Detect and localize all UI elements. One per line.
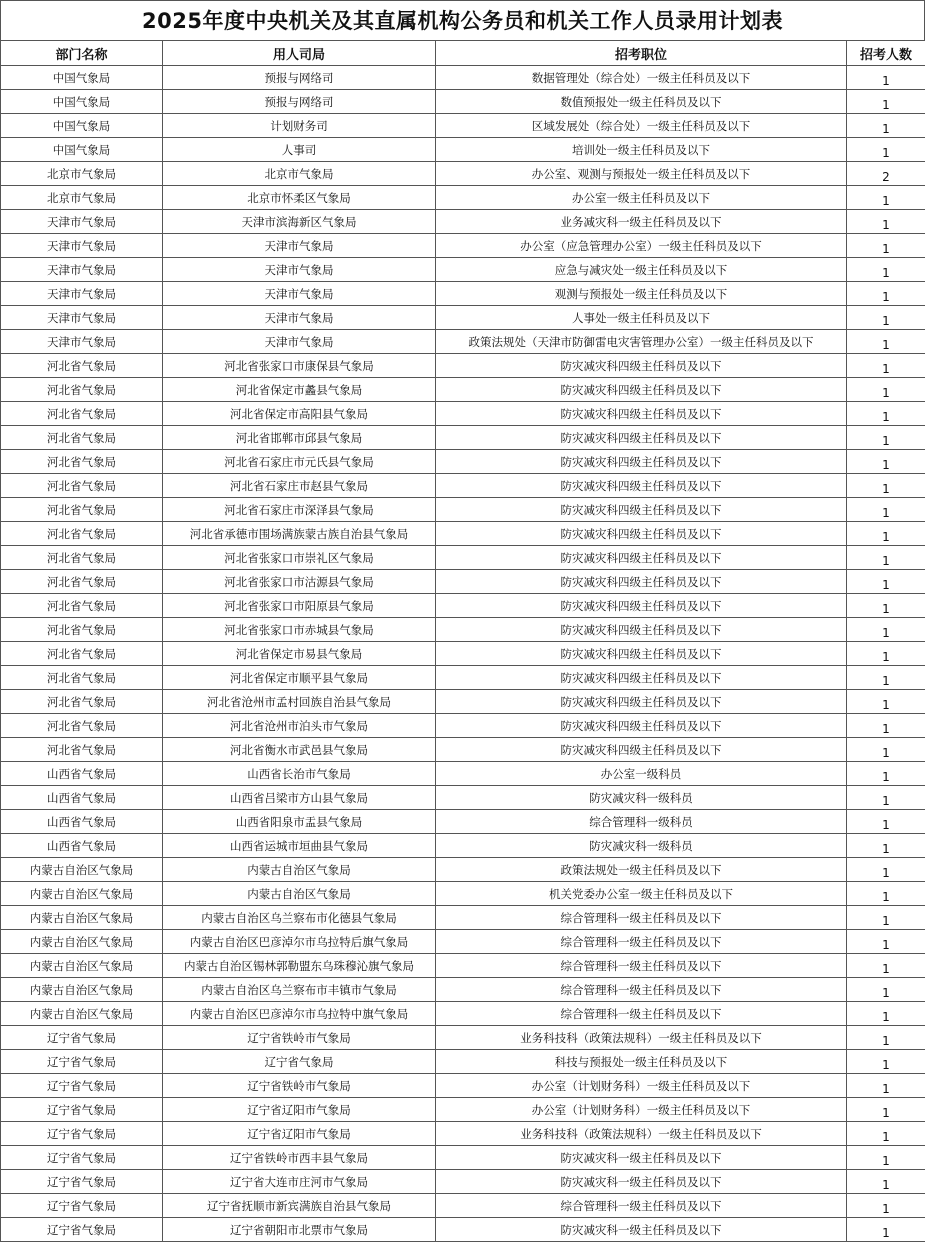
cell-bureau: 河北省承德市围场满族蒙古族自治县气象局 xyxy=(163,522,436,546)
cell-position: 数值预报处一级主任科员及以下 xyxy=(436,90,847,114)
cell-position: 综合管理科一级主任科员及以下 xyxy=(436,1194,847,1218)
cell-bureau: 计划财务司 xyxy=(163,114,436,138)
cell-count: 1 xyxy=(847,1122,925,1146)
cell-bureau: 河北省石家庄市赵县气象局 xyxy=(163,474,436,498)
cell-bureau: 辽宁省辽阳市气象局 xyxy=(163,1098,436,1122)
cell-count: 1 xyxy=(847,930,925,954)
cell-department: 河北省气象局 xyxy=(1,402,163,426)
cell-count: 1 xyxy=(847,882,925,906)
cell-position: 观测与预报处一级主任科员及以下 xyxy=(436,282,847,306)
cell-position: 办公室、观测与预报处一级主任科员及以下 xyxy=(436,162,847,186)
cell-position: 区域发展处（综合处）一级主任科员及以下 xyxy=(436,114,847,138)
cell-bureau: 河北省沧州市泊头市气象局 xyxy=(163,714,436,738)
cell-department: 辽宁省气象局 xyxy=(1,1074,163,1098)
cell-department: 中国气象局 xyxy=(1,66,163,90)
cell-department: 辽宁省气象局 xyxy=(1,1050,163,1074)
cell-bureau: 北京市气象局 xyxy=(163,162,436,186)
cell-bureau: 河北省衡水市武邑县气象局 xyxy=(163,738,436,762)
table-row xyxy=(1,282,925,306)
cell-bureau: 河北省张家口市阳原县气象局 xyxy=(163,594,436,618)
cell-count: 1 xyxy=(847,1098,925,1122)
cell-department: 山西省气象局 xyxy=(1,810,163,834)
table-row xyxy=(1,642,925,666)
cell-bureau: 天津市气象局 xyxy=(163,330,436,354)
cell-department: 内蒙古自治区气象局 xyxy=(1,858,163,882)
recruitment-table xyxy=(0,40,925,1242)
cell-count: 1 xyxy=(847,258,925,282)
cell-bureau: 辽宁省辽阳市气象局 xyxy=(163,1122,436,1146)
table-row xyxy=(1,906,925,930)
cell-department: 河北省气象局 xyxy=(1,354,163,378)
cell-department: 内蒙古自治区气象局 xyxy=(1,882,163,906)
cell-bureau: 辽宁省铁岭市气象局 xyxy=(163,1074,436,1098)
cell-position: 防灾减灾科四级主任科员及以下 xyxy=(436,426,847,450)
cell-count: 1 xyxy=(847,762,925,786)
cell-department: 河北省气象局 xyxy=(1,690,163,714)
cell-bureau: 河北省张家口市康保县气象局 xyxy=(163,354,436,378)
page-title: 2025年度中央机关及其直属机构公务员和机关工作人员录用计划表 xyxy=(0,0,925,40)
table-row xyxy=(1,594,925,618)
cell-bureau: 内蒙古自治区巴彦淖尔市乌拉特后旗气象局 xyxy=(163,930,436,954)
cell-department: 天津市气象局 xyxy=(1,330,163,354)
cell-department: 山西省气象局 xyxy=(1,786,163,810)
cell-department: 辽宁省气象局 xyxy=(1,1218,163,1242)
cell-position: 防灾减灾科四级主任科员及以下 xyxy=(436,570,847,594)
cell-position: 综合管理科一级主任科员及以下 xyxy=(436,930,847,954)
table-row xyxy=(1,1122,925,1146)
cell-department: 河北省气象局 xyxy=(1,426,163,450)
cell-count: 1 xyxy=(847,1026,925,1050)
cell-position: 防灾减灾科一级科员 xyxy=(436,834,847,858)
cell-bureau: 内蒙古自治区锡林郭勒盟东乌珠穆沁旗气象局 xyxy=(163,954,436,978)
table-row xyxy=(1,498,925,522)
cell-department: 河北省气象局 xyxy=(1,570,163,594)
cell-position: 科技与预报处一级主任科员及以下 xyxy=(436,1050,847,1074)
cell-count: 1 xyxy=(847,594,925,618)
cell-position: 应急与减灾处一级主任科员及以下 xyxy=(436,258,847,282)
cell-department: 内蒙古自治区气象局 xyxy=(1,930,163,954)
cell-department: 内蒙古自治区气象局 xyxy=(1,906,163,930)
table-row xyxy=(1,858,925,882)
cell-count: 1 xyxy=(847,1146,925,1170)
cell-department: 北京市气象局 xyxy=(1,186,163,210)
cell-department: 天津市气象局 xyxy=(1,282,163,306)
cell-count: 1 xyxy=(847,834,925,858)
cell-department: 北京市气象局 xyxy=(1,162,163,186)
cell-count: 1 xyxy=(847,810,925,834)
cell-department: 天津市气象局 xyxy=(1,258,163,282)
table-row xyxy=(1,258,925,282)
cell-count: 1 xyxy=(847,354,925,378)
table-row xyxy=(1,570,925,594)
cell-bureau: 辽宁省朝阳市北票市气象局 xyxy=(163,1218,436,1242)
table-row xyxy=(1,66,925,90)
table-row xyxy=(1,474,925,498)
table-row xyxy=(1,882,925,906)
table-row xyxy=(1,234,925,258)
table-row xyxy=(1,1194,925,1218)
cell-bureau: 河北省保定市蠡县气象局 xyxy=(163,378,436,402)
cell-position: 办公室一级科员 xyxy=(436,762,847,786)
cell-count: 1 xyxy=(847,666,925,690)
table-row xyxy=(1,1098,925,1122)
table-row xyxy=(1,618,925,642)
cell-count: 1 xyxy=(847,426,925,450)
cell-department: 河北省气象局 xyxy=(1,498,163,522)
cell-position: 办公室（计划财务科）一级主任科员及以下 xyxy=(436,1098,847,1122)
cell-count: 1 xyxy=(847,546,925,570)
cell-bureau: 河北省张家口市崇礼区气象局 xyxy=(163,546,436,570)
cell-position: 政策法规处一级主任科员及以下 xyxy=(436,858,847,882)
cell-bureau: 山西省吕梁市方山县气象局 xyxy=(163,786,436,810)
table-row xyxy=(1,954,925,978)
table-row xyxy=(1,402,925,426)
cell-count: 1 xyxy=(847,90,925,114)
cell-bureau: 河北省保定市易县气象局 xyxy=(163,642,436,666)
cell-department: 河北省气象局 xyxy=(1,666,163,690)
cell-count: 1 xyxy=(847,1050,925,1074)
cell-department: 内蒙古自治区气象局 xyxy=(1,954,163,978)
cell-position: 业务减灾科一级主任科员及以下 xyxy=(436,210,847,234)
cell-count: 1 xyxy=(847,858,925,882)
cell-position: 防灾减灾科四级主任科员及以下 xyxy=(436,474,847,498)
cell-position: 防灾减灾科四级主任科员及以下 xyxy=(436,450,847,474)
cell-count: 1 xyxy=(847,978,925,1002)
cell-count: 1 xyxy=(847,1170,925,1194)
table-row xyxy=(1,810,925,834)
cell-department: 天津市气象局 xyxy=(1,234,163,258)
table-row xyxy=(1,666,925,690)
cell-bureau: 辽宁省铁岭市气象局 xyxy=(163,1026,436,1050)
cell-department: 内蒙古自治区气象局 xyxy=(1,978,163,1002)
cell-count: 1 xyxy=(847,738,925,762)
cell-position: 机关党委办公室一级主任科员及以下 xyxy=(436,882,847,906)
table-row xyxy=(1,738,925,762)
cell-count: 1 xyxy=(847,690,925,714)
cell-count: 1 xyxy=(847,402,925,426)
table-row xyxy=(1,210,925,234)
cell-position: 办公室（应急管理办公室）一级主任科员及以下 xyxy=(436,234,847,258)
cell-count: 1 xyxy=(847,450,925,474)
table-row xyxy=(1,978,925,1002)
cell-bureau: 辽宁省气象局 xyxy=(163,1050,436,1074)
cell-department: 辽宁省气象局 xyxy=(1,1122,163,1146)
cell-count: 1 xyxy=(847,282,925,306)
table-row xyxy=(1,1074,925,1098)
cell-department: 辽宁省气象局 xyxy=(1,1098,163,1122)
cell-count: 1 xyxy=(847,306,925,330)
cell-position: 综合管理科一级科员 xyxy=(436,810,847,834)
cell-department: 河北省气象局 xyxy=(1,738,163,762)
cell-count: 1 xyxy=(847,714,925,738)
cell-bureau: 河北省沧州市孟村回族自治县气象局 xyxy=(163,690,436,714)
cell-count: 1 xyxy=(847,906,925,930)
table-row xyxy=(1,546,925,570)
cell-department: 河北省气象局 xyxy=(1,474,163,498)
header-row xyxy=(1,41,925,66)
cell-count: 1 xyxy=(847,642,925,666)
table-row xyxy=(1,1050,925,1074)
table-row xyxy=(1,834,925,858)
cell-position: 防灾减灾科四级主任科员及以下 xyxy=(436,618,847,642)
table-row xyxy=(1,1146,925,1170)
table-row xyxy=(1,1002,925,1026)
cell-position: 业务科技科（政策法规科）一级主任科员及以下 xyxy=(436,1026,847,1050)
table-row xyxy=(1,930,925,954)
header-position: 招考职位 xyxy=(436,41,847,66)
cell-department: 辽宁省气象局 xyxy=(1,1194,163,1218)
cell-bureau: 河北省张家口市沽源县气象局 xyxy=(163,570,436,594)
cell-bureau: 河北省保定市高阳县气象局 xyxy=(163,402,436,426)
cell-bureau: 山西省运城市垣曲县气象局 xyxy=(163,834,436,858)
cell-bureau: 预报与网络司 xyxy=(163,66,436,90)
cell-bureau: 山西省长治市气象局 xyxy=(163,762,436,786)
table-row xyxy=(1,90,925,114)
cell-count: 1 xyxy=(847,618,925,642)
cell-bureau: 河北省保定市顺平县气象局 xyxy=(163,666,436,690)
cell-bureau: 北京市怀柔区气象局 xyxy=(163,186,436,210)
cell-count: 1 xyxy=(847,522,925,546)
cell-bureau: 河北省邯郸市邱县气象局 xyxy=(163,426,436,450)
cell-department: 中国气象局 xyxy=(1,90,163,114)
cell-count: 1 xyxy=(847,1194,925,1218)
cell-count: 1 xyxy=(847,186,925,210)
table-row xyxy=(1,690,925,714)
cell-position: 办公室一级主任科员及以下 xyxy=(436,186,847,210)
cell-department: 河北省气象局 xyxy=(1,618,163,642)
cell-bureau: 天津市气象局 xyxy=(163,234,436,258)
cell-position: 人事处一级主任科员及以下 xyxy=(436,306,847,330)
cell-bureau: 辽宁省大连市庄河市气象局 xyxy=(163,1170,436,1194)
cell-count: 1 xyxy=(847,498,925,522)
cell-count: 1 xyxy=(847,570,925,594)
cell-position: 防灾减灾科四级主任科员及以下 xyxy=(436,402,847,426)
cell-count: 1 xyxy=(847,786,925,810)
cell-department: 河北省气象局 xyxy=(1,642,163,666)
cell-position: 防灾减灾科一级主任科员及以下 xyxy=(436,1146,847,1170)
cell-count: 1 xyxy=(847,474,925,498)
cell-bureau: 山西省阳泉市盂县气象局 xyxy=(163,810,436,834)
cell-position: 数据管理处（综合处）一级主任科员及以下 xyxy=(436,66,847,90)
table-row xyxy=(1,762,925,786)
cell-bureau: 辽宁省抚顺市新宾满族自治县气象局 xyxy=(163,1194,436,1218)
cell-position: 防灾减灾科四级主任科员及以下 xyxy=(436,546,847,570)
cell-position: 防灾减灾科一级科员 xyxy=(436,786,847,810)
cell-count: 1 xyxy=(847,234,925,258)
header-count: 招考人数 xyxy=(847,41,925,66)
cell-position: 防灾减灾科四级主任科员及以下 xyxy=(436,714,847,738)
header-department: 部门名称 xyxy=(1,41,163,66)
table-row xyxy=(1,1170,925,1194)
cell-bureau: 内蒙古自治区巴彦淖尔市乌拉特中旗气象局 xyxy=(163,1002,436,1026)
table-row xyxy=(1,114,925,138)
table-row xyxy=(1,378,925,402)
cell-department: 天津市气象局 xyxy=(1,306,163,330)
cell-bureau: 内蒙古自治区气象局 xyxy=(163,858,436,882)
cell-bureau: 河北省石家庄市元氏县气象局 xyxy=(163,450,436,474)
cell-department: 辽宁省气象局 xyxy=(1,1170,163,1194)
cell-position: 防灾减灾科四级主任科员及以下 xyxy=(436,642,847,666)
cell-count: 1 xyxy=(847,138,925,162)
cell-count: 1 xyxy=(847,66,925,90)
cell-bureau: 内蒙古自治区乌兰察布市丰镇市气象局 xyxy=(163,978,436,1002)
cell-position: 防灾减灾科四级主任科员及以下 xyxy=(436,690,847,714)
cell-department: 辽宁省气象局 xyxy=(1,1026,163,1050)
cell-position: 防灾减灾科一级主任科员及以下 xyxy=(436,1218,847,1242)
table-row xyxy=(1,306,925,330)
cell-bureau: 预报与网络司 xyxy=(163,90,436,114)
cell-count: 1 xyxy=(847,954,925,978)
cell-position: 培训处一级主任科员及以下 xyxy=(436,138,847,162)
table-row xyxy=(1,138,925,162)
cell-position: 防灾减灾科四级主任科员及以下 xyxy=(436,522,847,546)
cell-count: 1 xyxy=(847,210,925,234)
cell-department: 河北省气象局 xyxy=(1,450,163,474)
table-row xyxy=(1,714,925,738)
cell-department: 内蒙古自治区气象局 xyxy=(1,1002,163,1026)
cell-bureau: 天津市气象局 xyxy=(163,282,436,306)
cell-bureau: 内蒙古自治区乌兰察布市化德县气象局 xyxy=(163,906,436,930)
cell-position: 综合管理科一级主任科员及以下 xyxy=(436,954,847,978)
table-row xyxy=(1,522,925,546)
cell-department: 河北省气象局 xyxy=(1,522,163,546)
cell-department: 河北省气象局 xyxy=(1,378,163,402)
cell-position: 防灾减灾科四级主任科员及以下 xyxy=(436,378,847,402)
cell-position: 业务科技科（政策法规科）一级主任科员及以下 xyxy=(436,1122,847,1146)
cell-bureau: 天津市气象局 xyxy=(163,258,436,282)
cell-department: 河北省气象局 xyxy=(1,546,163,570)
cell-bureau: 人事司 xyxy=(163,138,436,162)
cell-count: 1 xyxy=(847,1074,925,1098)
table-row xyxy=(1,162,925,186)
cell-count: 1 xyxy=(847,114,925,138)
cell-department: 中国气象局 xyxy=(1,138,163,162)
cell-department: 辽宁省气象局 xyxy=(1,1146,163,1170)
cell-position: 防灾减灾科四级主任科员及以下 xyxy=(436,498,847,522)
cell-position: 综合管理科一级主任科员及以下 xyxy=(436,906,847,930)
cell-count: 1 xyxy=(847,1218,925,1242)
cell-department: 山西省气象局 xyxy=(1,834,163,858)
table-row xyxy=(1,786,925,810)
cell-bureau: 天津市气象局 xyxy=(163,306,436,330)
cell-position: 防灾减灾科四级主任科员及以下 xyxy=(436,738,847,762)
cell-position: 防灾减灾科四级主任科员及以下 xyxy=(436,666,847,690)
cell-department: 天津市气象局 xyxy=(1,210,163,234)
cell-position: 综合管理科一级主任科员及以下 xyxy=(436,1002,847,1026)
cell-bureau: 河北省石家庄市深泽县气象局 xyxy=(163,498,436,522)
cell-position: 办公室（计划财务科）一级主任科员及以下 xyxy=(436,1074,847,1098)
header-bureau: 用人司局 xyxy=(163,41,436,66)
cell-count: 1 xyxy=(847,330,925,354)
cell-bureau: 辽宁省铁岭市西丰县气象局 xyxy=(163,1146,436,1170)
cell-bureau: 内蒙古自治区气象局 xyxy=(163,882,436,906)
table-row xyxy=(1,450,925,474)
cell-position: 防灾减灾科一级主任科员及以下 xyxy=(436,1170,847,1194)
cell-bureau: 河北省张家口市赤城县气象局 xyxy=(163,618,436,642)
cell-department: 山西省气象局 xyxy=(1,762,163,786)
cell-position: 政策法规处（天津市防御雷电灾害管理办公室）一级主任科员及以下 xyxy=(436,330,847,354)
cell-position: 综合管理科一级主任科员及以下 xyxy=(436,978,847,1002)
cell-department: 中国气象局 xyxy=(1,114,163,138)
cell-count: 1 xyxy=(847,378,925,402)
cell-bureau: 天津市滨海新区气象局 xyxy=(163,210,436,234)
cell-position: 防灾减灾科四级主任科员及以下 xyxy=(436,354,847,378)
cell-position: 防灾减灾科四级主任科员及以下 xyxy=(436,594,847,618)
cell-department: 河北省气象局 xyxy=(1,714,163,738)
table-row xyxy=(1,186,925,210)
cell-count: 1 xyxy=(847,1002,925,1026)
cell-department: 河北省气象局 xyxy=(1,594,163,618)
table-row xyxy=(1,354,925,378)
table-row xyxy=(1,1026,925,1050)
table-row xyxy=(1,330,925,354)
table-row xyxy=(1,426,925,450)
cell-count: 2 xyxy=(847,162,925,186)
